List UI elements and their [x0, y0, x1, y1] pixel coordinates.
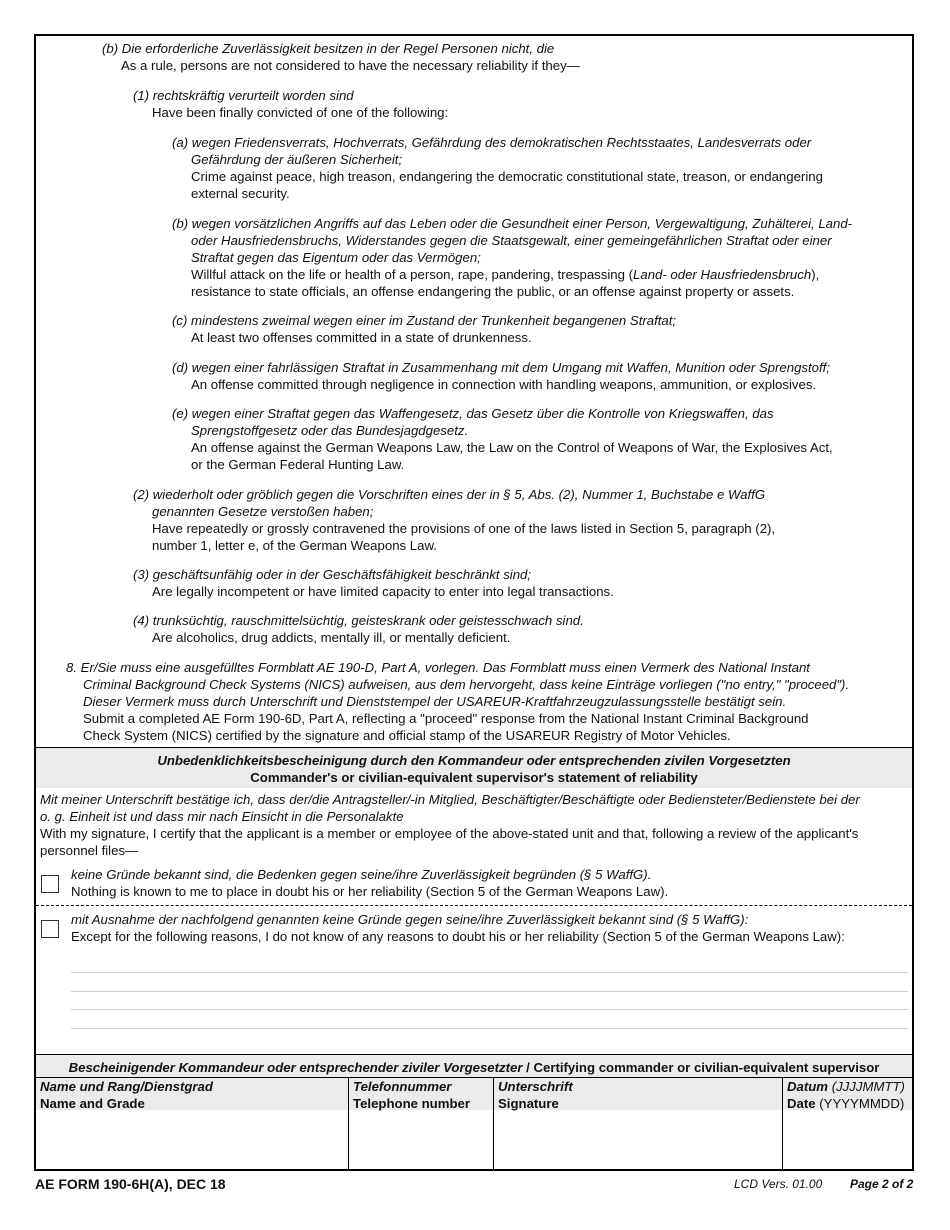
statement-title-english: Commander's or civilian-equivalent supervisor's statement of reliability [250, 769, 698, 785]
signature-field[interactable] [495, 1111, 781, 1169]
reason-line-3[interactable] [71, 1009, 908, 1010]
item-1-german: (1) rechtskräftig verurteilt worden sind [133, 88, 354, 103]
item-1b-german-3: Straftat gegen das Eigentum oder das Vermögen; [191, 250, 481, 265]
item-1c-english: At least two offenses committed in a state of drunkenness. [191, 330, 532, 345]
item-1d-german: (d) wegen einer fahrlässigen Straftat in Zusammenhang mit dem Umgang mit Waffen, Munition oder Sprengstoff; [172, 360, 830, 375]
statement-intro-english-1: With my signature, I certify that the applicant is a member or employee of the above-stated unit and that, following a review of the applicant's [40, 826, 859, 841]
item-8-german-1: 8. Er/Sie muss eine ausgefülltes Formblatt AE 190-D, Part A, vorlegen. Das Formblatt muss einen Vermerk des National Instant [66, 660, 810, 675]
item-1c-german: (c) mindestens zweimal wegen einer im Zustand der Trunkenheit begangenen Straftat; [172, 313, 677, 328]
item-1b-english-1: Willful attack on the life or health of a person, rape, pandering, trespassing (Land- oder Hausfriedensbruch), [191, 267, 820, 282]
item-1e-german-1: (e) wegen einer Straftat gegen das Waffengesetz, das Gesetz über die Kontrolle von Kriegswaffen, das [172, 406, 774, 421]
reason-line-1[interactable] [71, 972, 908, 973]
option-1-german: keine Gründe bekannt sind, die Bedenken gegen seine/ihre Zuverlässigkeit begründen (§ 5 WaffG). [71, 867, 652, 882]
column-divider [348, 1077, 349, 1171]
statement-intro-german-1: Mit meiner Unterschrift bestätige ich, dass der/die Antragsteller/-in Mitglied, Beschäftigter/Beschäftigte oder Bediensteter/Bedienstete bei der [40, 792, 860, 807]
item-2-german-1: (2) wiederholt oder gröblich gegen die Vorschriften eines der in § 5, Abs. (2), Nummer 1, Buchstabe e WaffG [133, 487, 766, 502]
item-1b-english-2: resistance to state officials, an offense endangering the public, or an offense against property or assets. [191, 284, 795, 299]
item-4-english: Are alcoholics, drug addicts, mentally ill, or mentally deficient. [152, 630, 511, 645]
item-8-german-2: Criminal Background Check Systems (NICS) aufweisen, aus dem hervorgeht, dass keine Einträge vorliegen ("no entry," "proceed"). [83, 677, 850, 692]
date-field[interactable] [784, 1111, 912, 1169]
item-1-english: Have been finally convicted of one of the following: [152, 105, 449, 120]
reason-line-2[interactable] [71, 991, 908, 992]
item-1a-english-1: Crime against peace, high treason, endangering the democratic constitutional state, treason, or endangering [191, 169, 823, 184]
page-number: Page 2 of 2 [850, 1177, 914, 1191]
column-divider [493, 1077, 494, 1171]
item-8-english-2: Check System (NICS) certified by the signature and official stamp of the USAREUR Registry of Motor Vehicles. [83, 728, 731, 743]
item-1a-german-1: (a) wegen Friedensverrats, Hochverrats, Gefährdung des demokratischen Rechtsstaates, Landesverrats oder [172, 135, 812, 150]
item-1e-german-2: Sprengstoffgesetz oder das Bundesjagdgesetz. [191, 423, 469, 438]
no-reasons-checkbox[interactable] [41, 875, 59, 893]
option-2-english: Except for the following reasons, I do not know of any reasons to doubt his or her reliability (Section 5 of the German Weapons Law): [71, 929, 845, 944]
item-2-english-2: number 1, letter e, of the German Weapons Law. [152, 538, 437, 553]
section-b-german: (b) Die erforderliche Zuverlässigkeit besitzen in der Regel Personen nicht, die [102, 41, 555, 56]
divider [36, 1077, 912, 1078]
statement-intro-german-2: o. g. Einheit ist und dass mir nach Einsicht in die Personalakte [40, 809, 404, 824]
item-1b-german-1: (b) wegen vorsätzlichen Angriffs auf das Leben oder die Gesundheit einer Person, Vergewaltigung, Zuhälterei, Land- [172, 216, 853, 231]
item-2-english-1: Have repeatedly or grossly contravened the provisions of one of the laws listed in Section 5, paragraph (2), [152, 521, 776, 536]
signature-label: Unterschrift Signature [498, 1079, 573, 1111]
item-1a-german-2: Gefährdung der äußeren Sicherheit; [191, 152, 403, 167]
telephone-field[interactable] [350, 1111, 492, 1169]
dashed-divider [36, 905, 912, 906]
section-b-english: As a rule, persons are not considered to have the necessary reliability if they— [121, 58, 580, 73]
item-1e-english-2: or the German Federal Hunting Law. [191, 457, 405, 472]
certifying-title: Bescheinigender Kommandeur oder entsprechender ziviler Vorgesetzter / Certifying commander or civilian-equivalent supervisor [68, 1060, 880, 1075]
statement-title-german: Unbedenklichkeitsbescheinigung durch den Kommandeur oder entsprechenden zivilen Vorgesetzten [157, 753, 791, 768]
item-3-german: (3) geschäftsunfähig oder in der Geschäftsfähigkeit beschränkt sind; [133, 567, 532, 582]
statement-header [36, 748, 912, 788]
exception-reasons-checkbox[interactable] [41, 920, 59, 938]
column-divider [782, 1077, 783, 1171]
item-8-english-1: Submit a completed AE Form 190-6D, Part A, reflecting a "proceed" response from the National Instant Criminal Background [83, 711, 809, 726]
telephone-label: Telefonnummer Telephone number [353, 1079, 470, 1111]
item-1d-english: An offense committed through negligence in connection with handling weapons, ammunition, or explosives. [191, 377, 817, 392]
item-2-german-2: genannten Gesetze verstoßen haben; [152, 504, 374, 519]
option-1-english: Nothing is known to me to place in doubt his or her reliability (Section 5 of the German Weapons Law). [71, 884, 669, 899]
item-1b-german-2: oder Hausfriedensbruchs, Widerstandes gegen die Staatsgewalt, einer gemeingefährlichen Straftat oder einer [191, 233, 832, 248]
item-4-german: (4) trunksüchtig, rauschmittelsüchtig, geisteskrank oder geistesschwach sind. [133, 613, 584, 628]
name-grade-field[interactable] [37, 1111, 347, 1169]
item-3-english: Are legally incompetent or have limited capacity to enter into legal transactions. [152, 584, 614, 599]
statement-intro-english-2: personnel files— [40, 843, 139, 858]
item-1e-english-1: An offense against the German Weapons Law, the Law on the Control of Weapons of War, the Explosives Act, [191, 440, 833, 455]
date-label: Datum (JJJJMMTT) Date (YYYYMMDD) [787, 1079, 905, 1111]
version-label: LCD Vers. 01.00 [734, 1177, 823, 1191]
name-grade-label: Name und Rang/Dienstgrad Name and Grade [40, 1079, 213, 1111]
item-8-german-3: Dieser Vermerk muss durch Unterschrift und Dienststempel der USAREUR-Kraftfahrzeugzulassungsstelle bestätigt sein. [83, 694, 787, 709]
form-page-frame [34, 34, 914, 1171]
form-id: AE FORM 190-6H(A), DEC 18 [35, 1176, 226, 1192]
reason-line-4[interactable] [71, 1028, 908, 1029]
item-1a-english-2: external security. [191, 186, 290, 201]
option-2-german: mit Ausnahme der nachfolgend genannten keine Gründe gegen seine/ihre Zuverlässigkeit bekannt sind (§ 5 WaffG): [71, 912, 749, 927]
